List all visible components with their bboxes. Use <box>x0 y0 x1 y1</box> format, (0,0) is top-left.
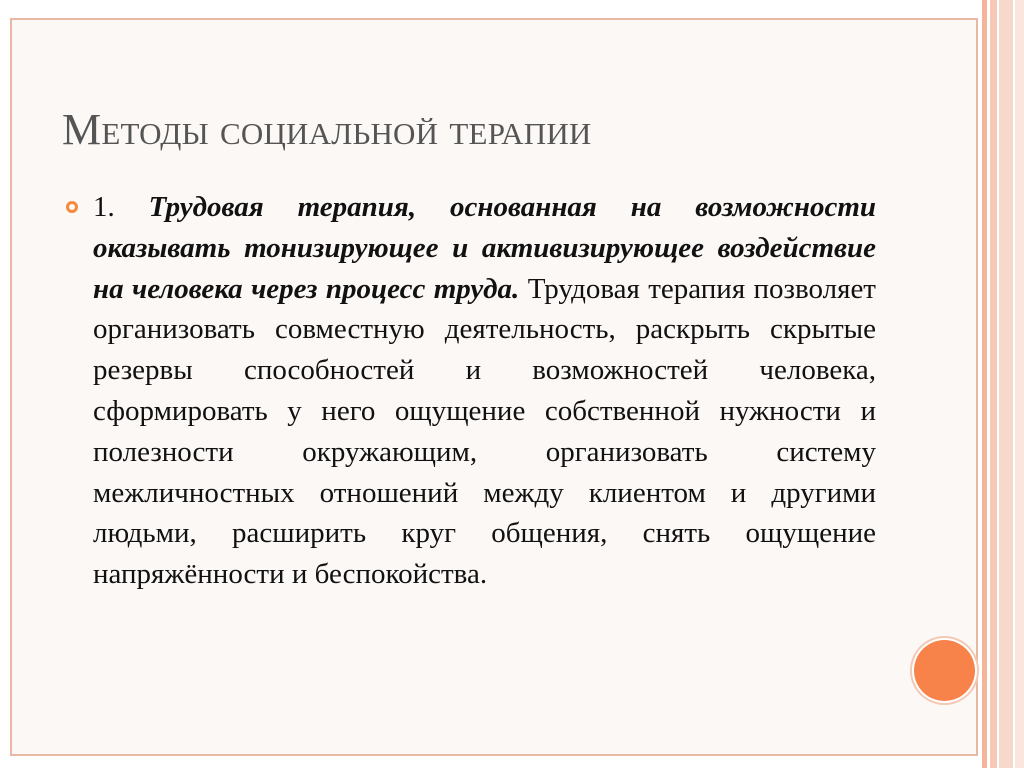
bullet-paragraph <box>93 187 876 595</box>
slide-title: Методы социальной терапии <box>62 105 592 154</box>
decor-stripe <box>990 0 997 768</box>
decor-stripe <box>999 0 1013 768</box>
bullet-body: Трудовая терапия позволяет организовать совместную деятельность, раскрыть скрытые резервы способностей и возможностей человека, сформировать у него ощущение собственной нужности и полезности окружающим, организовать систему межличностных отношений между клиентом и другими людьми, расширить круг общения, снять ощущение напряжённости и беспокойства. <box>93 272 876 591</box>
bullet-emphasis: Трудовая терапия, основанная на возможности оказывать тонизирующее и активизирующее воздействие на человека через процесс труда. <box>93 191 876 305</box>
decor-stripe <box>982 0 987 768</box>
decor-stripe <box>1015 0 1024 768</box>
decor-circle-icon <box>914 640 975 701</box>
bullet-number: 1. <box>93 191 149 223</box>
bullet-circle-icon <box>66 201 78 213</box>
